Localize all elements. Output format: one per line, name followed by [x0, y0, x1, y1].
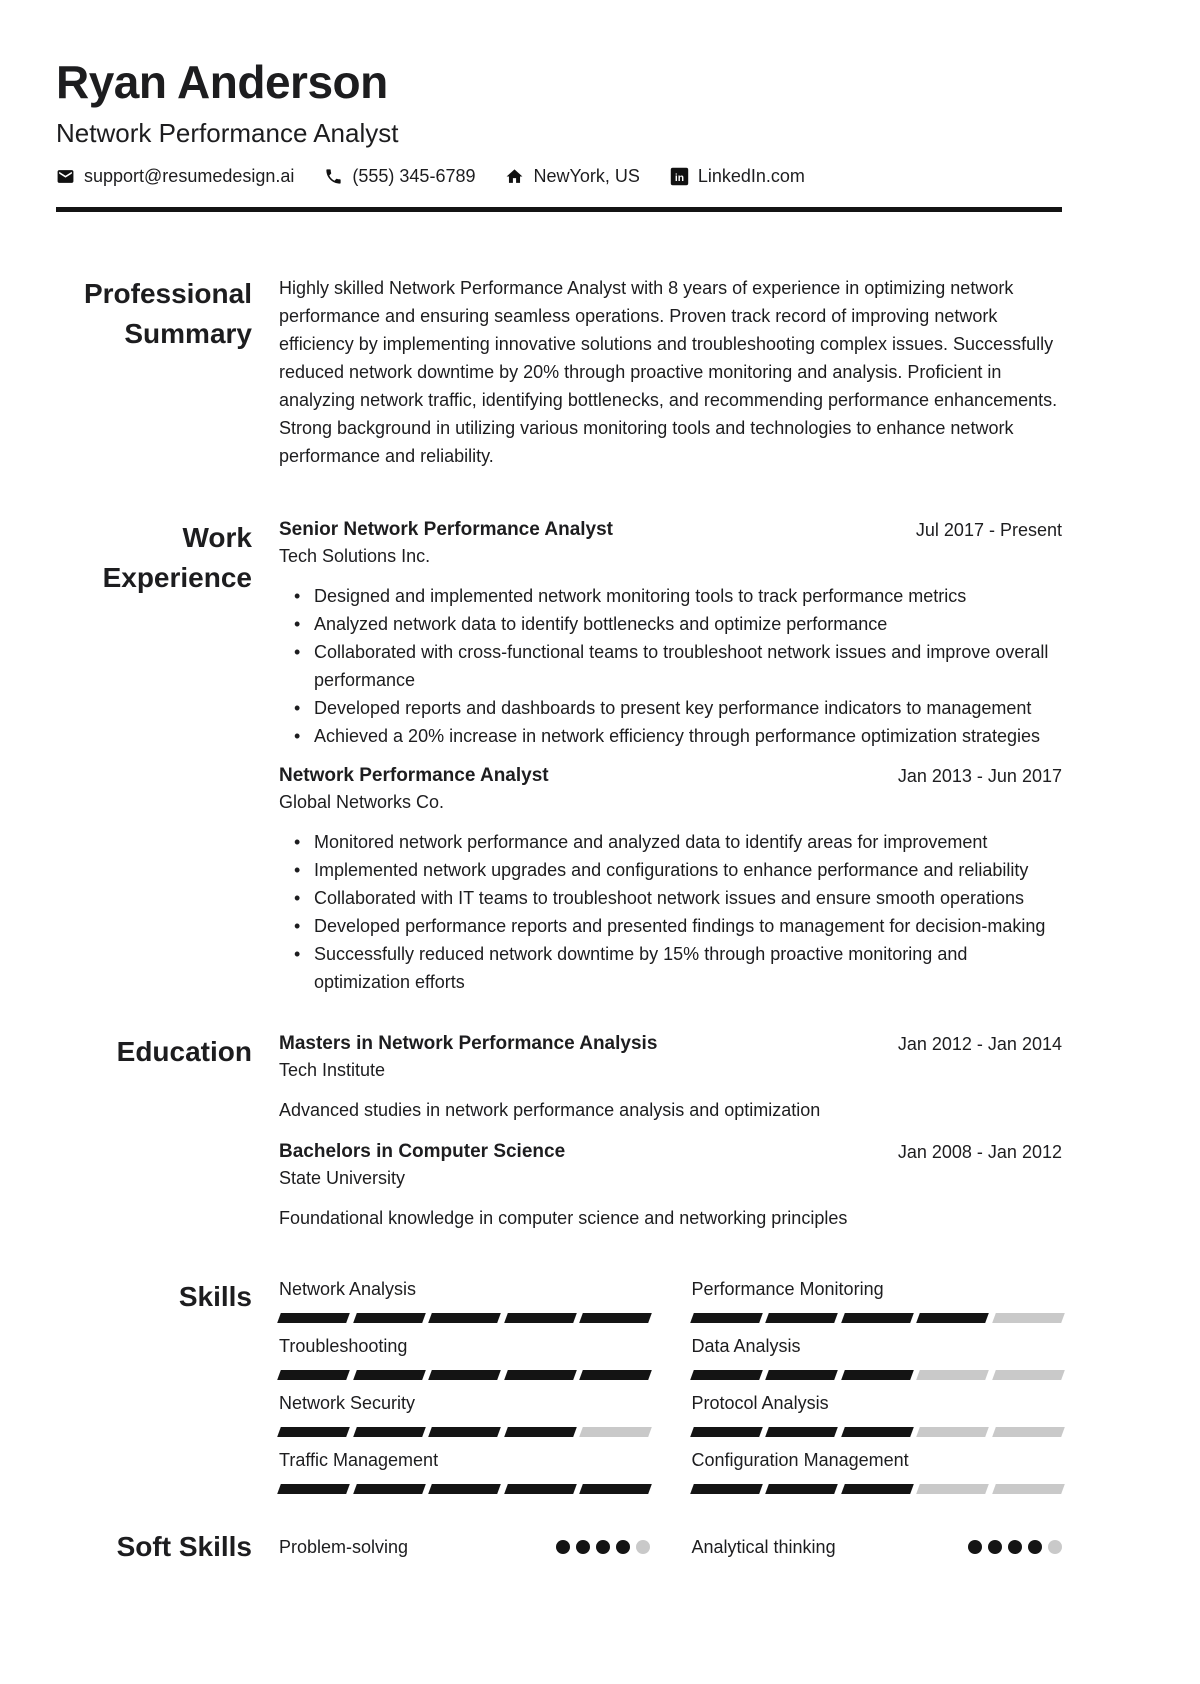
skill-level-bar	[692, 1370, 1063, 1380]
degree-dates: Jan 2008 - Jan 2012	[897, 1142, 1062, 1162]
section-professional-summary	[56, 274, 1062, 470]
job-bullet-list	[279, 582, 1062, 750]
skill-level-bar	[692, 1427, 1063, 1437]
person-job-title: Network Performance Analyst	[56, 118, 399, 148]
degree-title: Masters in Network Performance Analysis	[279, 1033, 658, 1054]
skill-label: Network Security	[279, 1393, 416, 1413]
skill-label: Protocol Analysis	[691, 1393, 829, 1413]
skill-item	[692, 1334, 1063, 1380]
section-heading: Skills	[178, 1281, 252, 1312]
skill-label: Configuration Management	[691, 1450, 909, 1470]
home-icon	[505, 167, 524, 186]
section-soft-skills	[56, 1527, 1062, 1567]
skill-label: Troubleshooting	[279, 1336, 408, 1356]
email-icon	[56, 167, 75, 186]
job-bullet: • Achieved a 20% increase in network efficiency through performance optimization strategies	[279, 722, 1062, 750]
job-bullet: • Collaborated with IT teams to troubleshoot network issues and ensure smooth operations	[279, 884, 1062, 912]
skill-level-bar	[279, 1427, 650, 1437]
skill-item	[279, 1391, 650, 1437]
job-dates: Jul 2017 - Present	[915, 520, 1062, 540]
skills-grid	[279, 1277, 1062, 1494]
contact-linkedin-text: LinkedIn.com	[697, 166, 805, 186]
soft-skill-item	[279, 1527, 650, 1567]
job-title: Senior Network Performance Analyst	[279, 519, 614, 540]
education-entry	[279, 1032, 1062, 1122]
skill-item	[279, 1334, 650, 1380]
job-bullet: • Developed performance reports and presented findings to management for decision-making	[279, 912, 1062, 940]
resume-header	[56, 56, 1062, 212]
soft-skill-dots	[968, 1540, 1062, 1554]
job-company: Global Networks Co.	[279, 792, 445, 812]
school-name: State University	[279, 1168, 406, 1188]
skill-item	[692, 1391, 1063, 1437]
contact-location-text: NewYork, US	[533, 166, 640, 186]
summary-text: Highly skilled Network Performance Analyst with 8 years of experience in optimizing network performance and ensuring seamless operations. Proven track record of improving network efficiency by implementing innovative solutions and troubleshooting complex issues. Successfully reduced network downtime by 20% through proactive monitoring and analysis. Proficient in analyzing network traffic, identifying bottlenecks, and recommending performance enhancements. Strong background in utilizing various monitoring tools and technologies to enhance network performance and reliability.	[279, 278, 1058, 466]
section-skills	[56, 1277, 1062, 1494]
job-bullet-list	[279, 828, 1062, 996]
svg-text:in: in	[674, 172, 684, 184]
job-title: Network Performance Analyst	[279, 765, 549, 786]
skill-level-bar	[279, 1313, 650, 1323]
soft-skill-dots	[556, 1540, 650, 1554]
skill-item	[692, 1277, 1063, 1323]
section-heading: Education	[116, 1036, 252, 1067]
skill-label: Network Analysis	[279, 1279, 417, 1299]
degree-description: Foundational knowledge in computer science and networking principles	[279, 1208, 848, 1228]
job-bullet: • Developed reports and dashboards to present key performance indicators to management	[279, 694, 1062, 722]
contact-phone-text: (555) 345-6789	[352, 166, 476, 186]
education-list	[279, 1032, 1062, 1230]
job-bullet: • Analyzed network data to identify bottlenecks and optimize performance	[279, 610, 1062, 638]
contact-email[interactable]	[56, 166, 294, 187]
contact-linkedin[interactable]	[670, 166, 805, 187]
job-bullet: • Collaborated with cross-functional teams to troubleshoot network issues and improve overall performance	[279, 638, 1062, 694]
soft-skill-item	[692, 1527, 1063, 1567]
job-list	[279, 518, 1062, 996]
education-entry	[279, 1140, 1062, 1230]
skill-level-bar	[279, 1370, 650, 1380]
job-entry	[279, 764, 1062, 996]
contact-row	[56, 166, 1062, 187]
soft-skills-grid	[279, 1527, 1062, 1567]
skill-item	[279, 1448, 650, 1494]
degree-title: Bachelors in Computer Science	[279, 1141, 566, 1162]
skill-level-bar	[279, 1484, 650, 1494]
skill-label: Data Analysis	[691, 1336, 801, 1356]
linkedin-icon	[670, 167, 689, 186]
section-heading: Soft Skills	[116, 1531, 252, 1562]
degree-dates: Jan 2012 - Jan 2014	[897, 1034, 1062, 1054]
section-heading: Work Experience	[102, 522, 252, 593]
person-name: Ryan Anderson	[56, 56, 388, 108]
job-bullet: • Designed and implemented network monitoring tools to track performance metrics	[279, 582, 1062, 610]
contact-phone[interactable]	[324, 166, 475, 187]
job-company: Tech Solutions Inc.	[279, 546, 431, 566]
skill-level-bar	[692, 1484, 1063, 1494]
section-heading: Professional Summary	[83, 278, 252, 349]
job-bullet: • Implemented network upgrades and configurations to enhance performance and reliability	[279, 856, 1062, 884]
degree-description: Advanced studies in network performance analysis and optimization	[279, 1100, 821, 1120]
skill-level-bar	[692, 1313, 1063, 1323]
school-name: Tech Institute	[279, 1060, 386, 1080]
skill-item	[692, 1448, 1063, 1494]
job-dates: Jan 2013 - Jun 2017	[897, 766, 1062, 786]
section-education	[56, 1032, 1062, 1230]
job-bullet: • Monitored network performance and analyzed data to identify areas for improvement	[279, 828, 1062, 856]
contact-email-text: support@resumedesign.ai	[84, 166, 295, 186]
soft-skill-label: Analytical thinking	[691, 1537, 836, 1557]
job-entry	[279, 518, 1062, 750]
skill-label: Performance Monitoring	[691, 1279, 884, 1299]
job-bullet: • Successfully reduced network downtime by 15% through proactive monitoring and optimization efforts	[279, 940, 1062, 996]
phone-icon	[324, 167, 343, 186]
skill-label: Traffic Management	[279, 1450, 439, 1470]
section-work-experience	[56, 518, 1062, 996]
skill-item	[279, 1277, 650, 1323]
header-divider	[56, 207, 1062, 212]
contact-location	[505, 166, 639, 187]
soft-skill-label: Problem-solving	[279, 1537, 409, 1557]
